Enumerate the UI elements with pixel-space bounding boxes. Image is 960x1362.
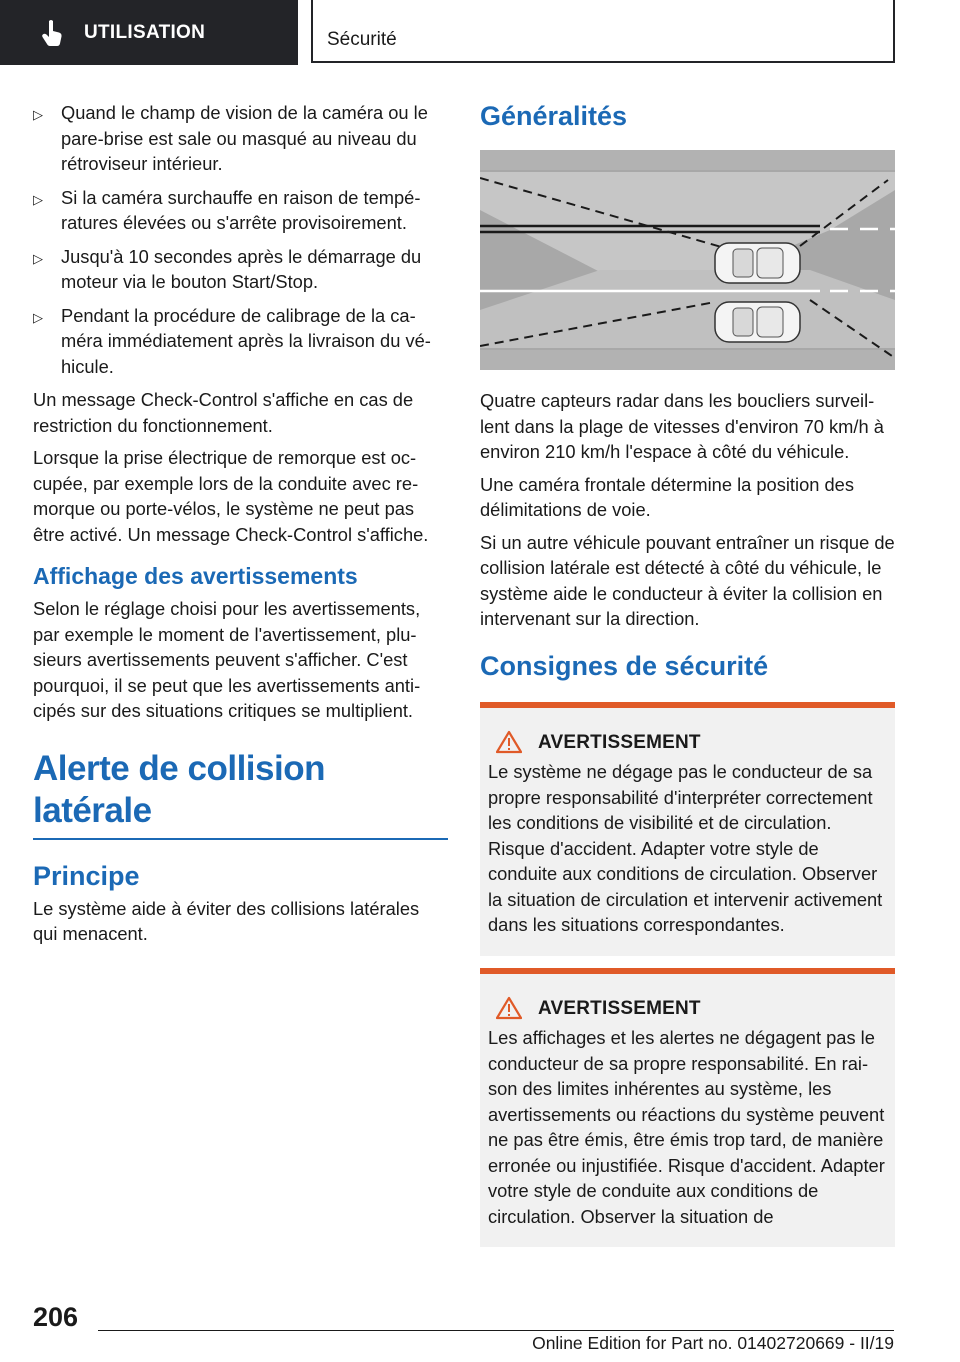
warning-title: AVERTISSEMENT bbox=[538, 731, 701, 753]
limitations-list bbox=[33, 100, 448, 379]
heading-affichage: Affichage des avertissements bbox=[33, 563, 358, 589]
list-item: ▷ Jusqu'à 10 secondes après le démarrage du moteur via le bouton Start/Stop. bbox=[33, 245, 422, 292]
heading-principe: Principe bbox=[33, 860, 140, 891]
chapter-title: Sécurité bbox=[327, 29, 397, 50]
chapter-tab bbox=[311, 0, 895, 63]
section-title: UTILISATION bbox=[84, 21, 206, 43]
warning-triangle-icon bbox=[496, 996, 522, 1020]
footer-divider bbox=[98, 1330, 894, 1331]
page-title: Alerte de collision latérale bbox=[33, 748, 325, 830]
title-divider bbox=[33, 838, 448, 840]
warning-text: Le système ne dégage pas le conducteur de sa propre responsabilité d'interpréter correctement les conditions de visibilité et de circulation. Risque d'accident. Adapter votre style de conduite aux conditions de circulation. Observer la situation de circulation et intervenir activement dans les situations correspondantes. bbox=[488, 761, 883, 935]
triangle-bullet-icon: ▷ bbox=[33, 309, 43, 325]
warning-header bbox=[488, 996, 887, 1022]
warning-triangle-icon bbox=[496, 730, 522, 754]
hand-pointer-icon bbox=[38, 18, 68, 48]
edition-note: Online Edition for Part no. 01402720669 - II/19 bbox=[532, 1333, 894, 1353]
left-column bbox=[33, 100, 448, 954]
section-tab bbox=[0, 0, 298, 65]
paragraph: Un message Check-Control s'affiche en cas de restriction du fonctionnement. bbox=[33, 389, 414, 436]
paragraph: Lorsque la prise électrique de remorque est occupée, par exemple lors de la conduite avec remorque ou porte-vélos, le système ne peut pas être activé. Un message Check-Control s'affiche. bbox=[33, 447, 429, 545]
list-item: ▷ Si la caméra surchauffe en raison de températures élevées ou s'arrête provisoirement. bbox=[33, 186, 421, 233]
paragraph: Selon le réglage choisi pour les avertissements, par exemple le moment de l'avertissement, plusieurs avertissements peuvent s'afficher. C'est pourquoi, il se peut que les avertissements anticipés sur des situations critiques se multiplient. bbox=[33, 598, 421, 721]
paragraph: Si un autre véhicule pouvant entraîner un risque de collision latérale est détecté à côté du véhicule, le système aide le conducteur à éviter la collision en intervenant sur la direction. bbox=[480, 531, 895, 629]
paragraph: Quatre capteurs radar dans les boucliers surveillent dans la plage de vitesses d'environ 70 km/h à environ 210 km/h l'espace à côté du véhicule. bbox=[480, 390, 884, 462]
triangle-bullet-icon: ▷ bbox=[33, 107, 43, 122]
warning-box bbox=[480, 702, 895, 956]
list-item: ▷ Pendant la procédure de calibrage de la caméra immédiatement après la livraison du véhicule. bbox=[33, 304, 431, 377]
warning-title: AVERTISSEMENT bbox=[538, 997, 701, 1019]
heading-generalites: Généralités bbox=[480, 101, 628, 131]
warning-text: Les affichages et les alertes ne dégagent pas le conducteur de sa propre responsabilité. En raison des limites inhérentes au système, les avertissements ou réactions du système peuvent ne pas être émis, être émis trop tard, de manière erronée ou injustifiée. Risque d'accident. Adapter votre style de conduite aux conditions de circulation. Observer la situation de bbox=[488, 1027, 885, 1227]
page-number: 206 bbox=[33, 1302, 79, 1332]
heading-consignes: Consignes de sécurité bbox=[480, 650, 769, 681]
list-item: ▷ Quand le champ de vision de la caméra ou le pare-brise est sale ou masqué au niveau du rétroviseur intérieur. bbox=[33, 102, 428, 174]
paragraph: Le système aide à éviter des collisions latérales qui menacent. bbox=[33, 897, 420, 944]
paragraph: Une caméra frontale détermine la position des délimitations de voie. bbox=[480, 473, 854, 520]
warning-header bbox=[488, 730, 887, 756]
triangle-bullet-icon: ▷ bbox=[33, 250, 43, 266]
radar-coverage-illustration bbox=[480, 150, 895, 370]
right-column bbox=[480, 100, 895, 1259]
triangle-bullet-icon: ▷ bbox=[33, 191, 43, 207]
warning-box bbox=[480, 968, 895, 1248]
